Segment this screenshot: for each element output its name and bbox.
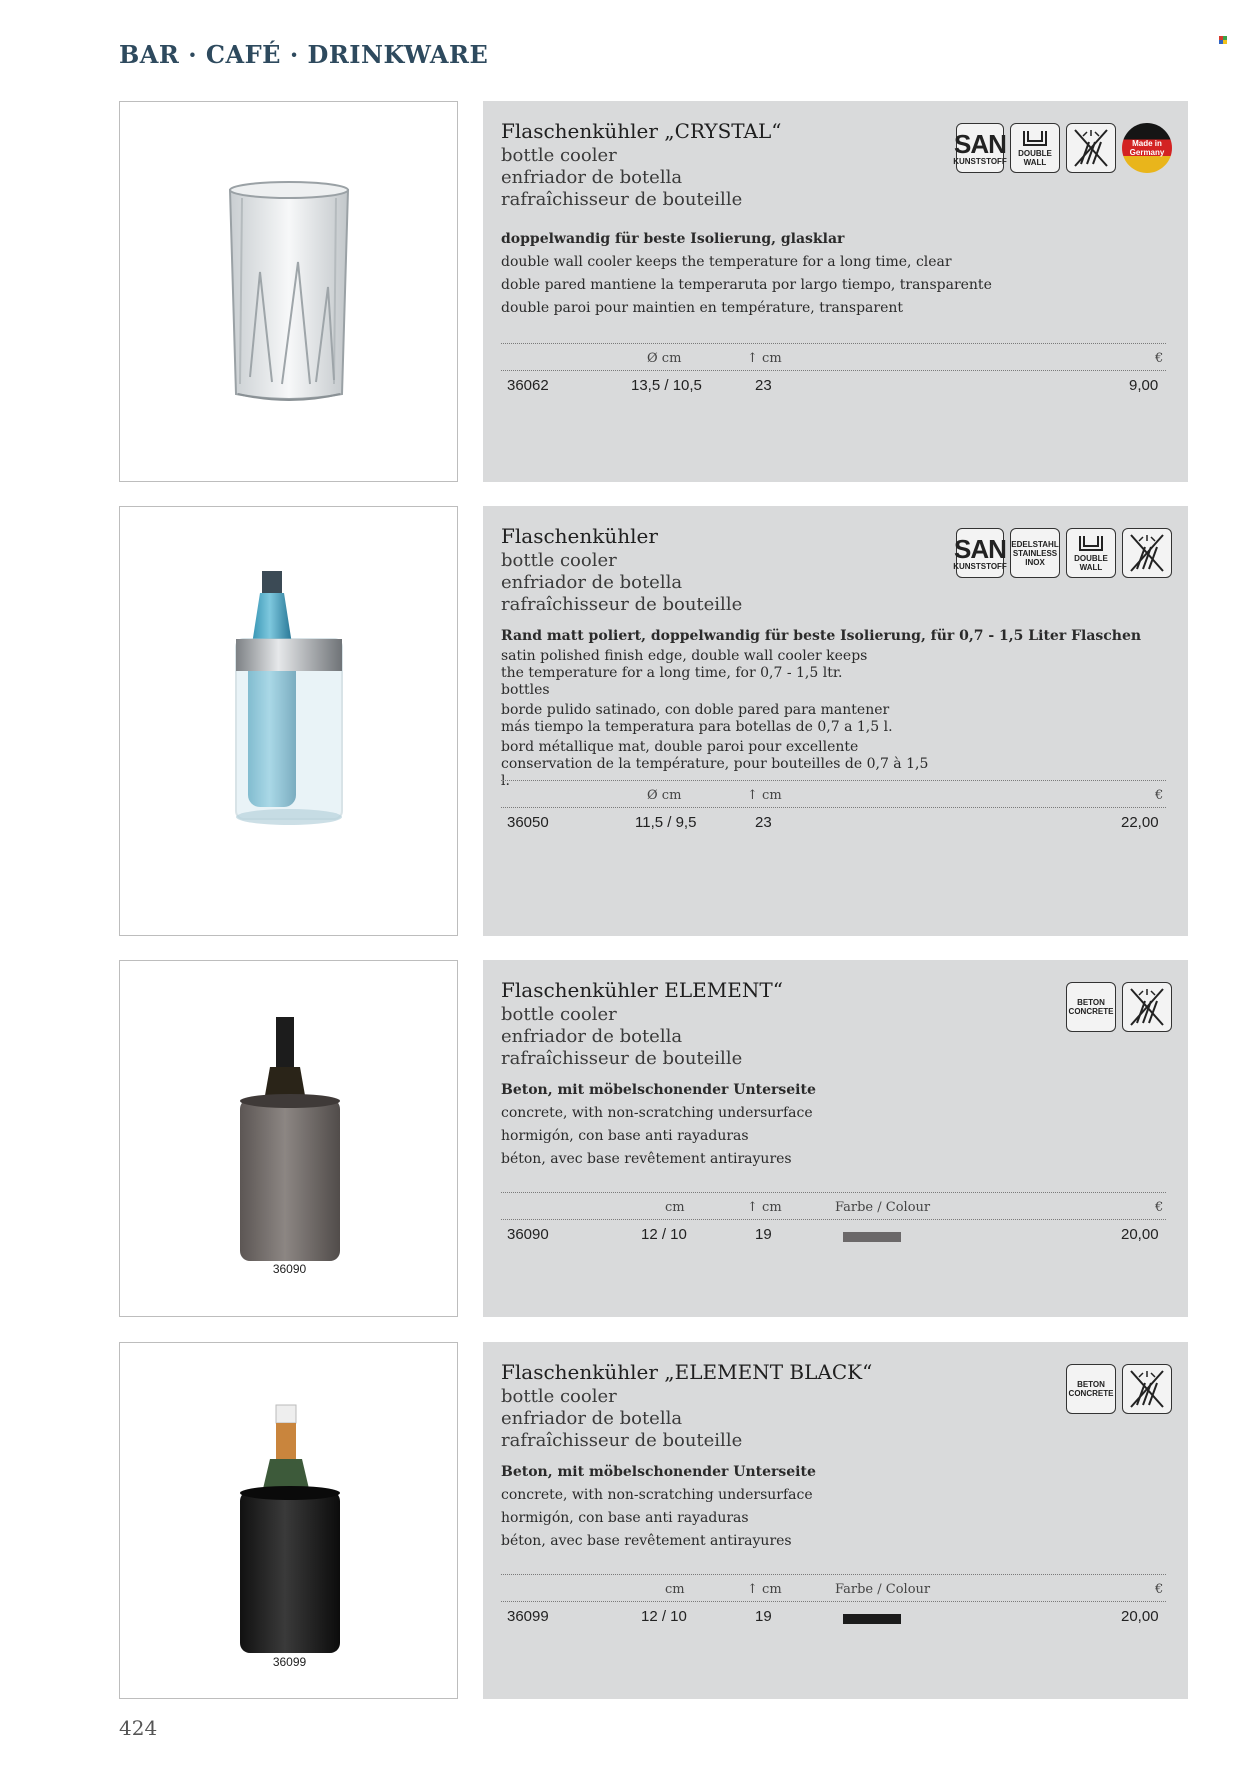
height-value: 23 (755, 377, 772, 394)
product-card (119, 960, 1188, 1317)
product-card (119, 101, 1188, 482)
product-subtitles (501, 1004, 742, 1070)
concrete-badge: BETON CONCRETE (1066, 982, 1116, 1032)
description-fr: bord métallique mat, double paroi pour excellente conservation de la température, pour bouteilles de 0,7 à 1,5 l. (501, 739, 929, 789)
image-caption: 36090 (272, 1262, 307, 1276)
product-subtitles (501, 145, 742, 211)
product-card (119, 506, 1188, 936)
no-dishwasher-badge (1122, 528, 1172, 578)
price-header: € (1155, 1582, 1164, 1597)
height-header: ↑ cm (747, 1200, 782, 1215)
description-en: concrete, with non-scratching undersurface (501, 1105, 813, 1121)
description-en: satin polished finish edge, double wall cooler keeps the temperature for a long time, for 0,7 - 1,5 ltr. bottles (501, 648, 868, 698)
product-image (119, 506, 458, 936)
price-value: 20,00 (1121, 1226, 1159, 1243)
description-es: hormigón, con base anti rayaduras (501, 1128, 749, 1144)
subtitle-es: enfriador de botella (501, 1026, 683, 1047)
subtitle-en: bottle cooler (501, 550, 617, 571)
san-plastic-badge: SAN KUNSTSTOFF (956, 528, 1004, 578)
description-es: borde pulido satinado, con doble pared para mantener más tiempo la temperatura para botellas de 0,7 a 1,5 l. (501, 702, 893, 735)
element-cooler-image (120, 961, 459, 1291)
diameter-header: cm (665, 1582, 685, 1597)
description-fr: béton, avec base revêtement antirayures (501, 1533, 792, 1549)
product-image (119, 101, 458, 482)
height-header: ↑ cm (747, 1582, 782, 1597)
product-title: Flaschenkühler „CRYSTAL“ (501, 119, 782, 143)
no-dishwasher-icon (1125, 531, 1169, 575)
description-en: double wall cooler keeps the temperature for a long time, clear (501, 254, 952, 270)
colour-header: Farbe / Colour (835, 1200, 931, 1215)
arrow-up-icon: ↑ (747, 788, 758, 803)
arrow-up-icon: ↑ (747, 351, 758, 366)
double-wall-badge: DOUBLE WALL (1010, 123, 1060, 173)
subtitle-fr: rafraîchisseur de bouteille (501, 189, 743, 210)
concrete-badge: BETON CONCRETE (1066, 1364, 1116, 1414)
height-value: 19 (755, 1608, 772, 1625)
description-de: Beton, mit möbelschonender Unterseite (501, 1464, 816, 1480)
subtitle-en: bottle cooler (501, 145, 617, 166)
description-de: doppelwandig für beste Isolierung, glasklar (501, 231, 845, 247)
san-plastic-badge: SAN KUNSTSTOFF (956, 123, 1004, 173)
made-in-germany-badge: Made in Germany (1122, 123, 1172, 173)
product-description (501, 1464, 1141, 1556)
description-en: concrete, with non-scratching undersurface (501, 1487, 813, 1503)
subtitle-fr: rafraîchisseur de bouteille (501, 594, 743, 615)
colour-swatch (843, 1614, 901, 1624)
no-dishwasher-badge (1066, 123, 1116, 173)
double-wall-badge: DOUBLE WALL (1066, 528, 1116, 578)
colour-header: Farbe / Colour (835, 1582, 931, 1597)
color-mark-icon (1219, 36, 1227, 44)
feature-badges (1066, 982, 1172, 1032)
arrow-up-icon: ↑ (747, 1582, 758, 1597)
double-wall-icon (1020, 129, 1050, 149)
product-image (119, 1342, 458, 1699)
description-es: hormigón, con base anti rayaduras (501, 1510, 749, 1526)
image-caption: 36099 (272, 1655, 307, 1669)
price-value: 20,00 (1121, 1608, 1159, 1625)
no-dishwasher-badge (1122, 1364, 1172, 1414)
diameter-header: Ø cm (647, 351, 682, 366)
no-dishwasher-icon (1069, 126, 1113, 170)
feature-badges (953, 528, 1172, 578)
double-wall-icon (1076, 534, 1106, 554)
product-description (501, 1082, 1141, 1174)
no-dishwasher-badge (1122, 982, 1172, 1032)
product-info (483, 101, 1188, 482)
article-number: 36099 (507, 1608, 549, 1625)
arrow-up-icon: ↑ (747, 1200, 758, 1215)
product-info (483, 1342, 1188, 1699)
no-dishwasher-icon (1125, 1367, 1169, 1411)
description-fr: double paroi pour maintien en température, transparent (501, 300, 904, 316)
product-image (119, 960, 458, 1317)
subtitle-fr: rafraîchisseur de bouteille (501, 1048, 743, 1069)
price-header: € (1155, 351, 1164, 366)
article-number: 36050 (507, 814, 549, 831)
price-value: 9,00 (1129, 377, 1159, 394)
height-header: ↑ cm (747, 351, 782, 366)
crystal-cooler-image (120, 102, 459, 483)
diameter-header: Ø cm (647, 788, 682, 803)
subtitle-en: bottle cooler (501, 1386, 617, 1407)
dimensions-value: 13,5 / 10,5 (631, 377, 702, 394)
product-info (483, 960, 1188, 1317)
stainless-cooler-image (120, 507, 459, 937)
dimensions-value: 11,5 / 9,5 (635, 814, 697, 831)
product-title: Flaschenkühler ELEMENT“ (501, 978, 783, 1002)
description-fr: béton, avec base revêtement antirayures (501, 1151, 792, 1167)
page-number: 424 (119, 1716, 158, 1740)
feature-badges (953, 123, 1172, 173)
description-de: Beton, mit möbelschonender Unterseite (501, 1082, 816, 1098)
element-black-cooler-image (120, 1343, 459, 1673)
dimensions-value: 12 / 10 (641, 1608, 687, 1625)
feature-badges (1066, 1364, 1172, 1414)
subtitle-fr: rafraîchisseur de bouteille (501, 1430, 743, 1451)
no-dishwasher-icon (1125, 985, 1169, 1029)
colour-swatch (843, 1232, 901, 1242)
subtitle-es: enfriador de botella (501, 572, 683, 593)
price-value: 22,00 (1121, 814, 1159, 831)
product-card (119, 1342, 1188, 1699)
height-header: ↑ cm (747, 788, 782, 803)
height-value: 23 (755, 814, 772, 831)
subtitle-es: enfriador de botella (501, 1408, 683, 1429)
subtitle-en: bottle cooler (501, 1004, 617, 1025)
product-description (501, 628, 1141, 793)
article-number: 36090 (507, 1226, 549, 1243)
page-title: BAR · CAFÉ · DRINKWARE (119, 40, 489, 69)
dimensions-value: 12 / 10 (641, 1226, 687, 1243)
product-subtitles (501, 550, 742, 616)
product-title: Flaschenkühler (501, 524, 658, 548)
product-description (501, 231, 1141, 323)
description-es: doble pared mantiene la temperaruta por largo tiempo, transparente (501, 277, 992, 293)
price-header: € (1155, 1200, 1164, 1215)
diameter-header: cm (665, 1200, 685, 1215)
description-de: Rand matt poliert, doppelwandig für beste Isolierung, für 0,7 - 1,5 Liter Flaschen (501, 628, 1142, 644)
subtitle-es: enfriador de botella (501, 167, 683, 188)
article-number: 36062 (507, 377, 549, 394)
height-value: 19 (755, 1226, 772, 1243)
price-header: € (1155, 788, 1164, 803)
stainless-badge: EDELSTAHL STAINLESS INOX (1010, 528, 1060, 578)
product-info (483, 506, 1188, 936)
product-subtitles (501, 1386, 742, 1452)
product-title: Flaschenkühler „ELEMENT BLACK“ (501, 1360, 873, 1384)
